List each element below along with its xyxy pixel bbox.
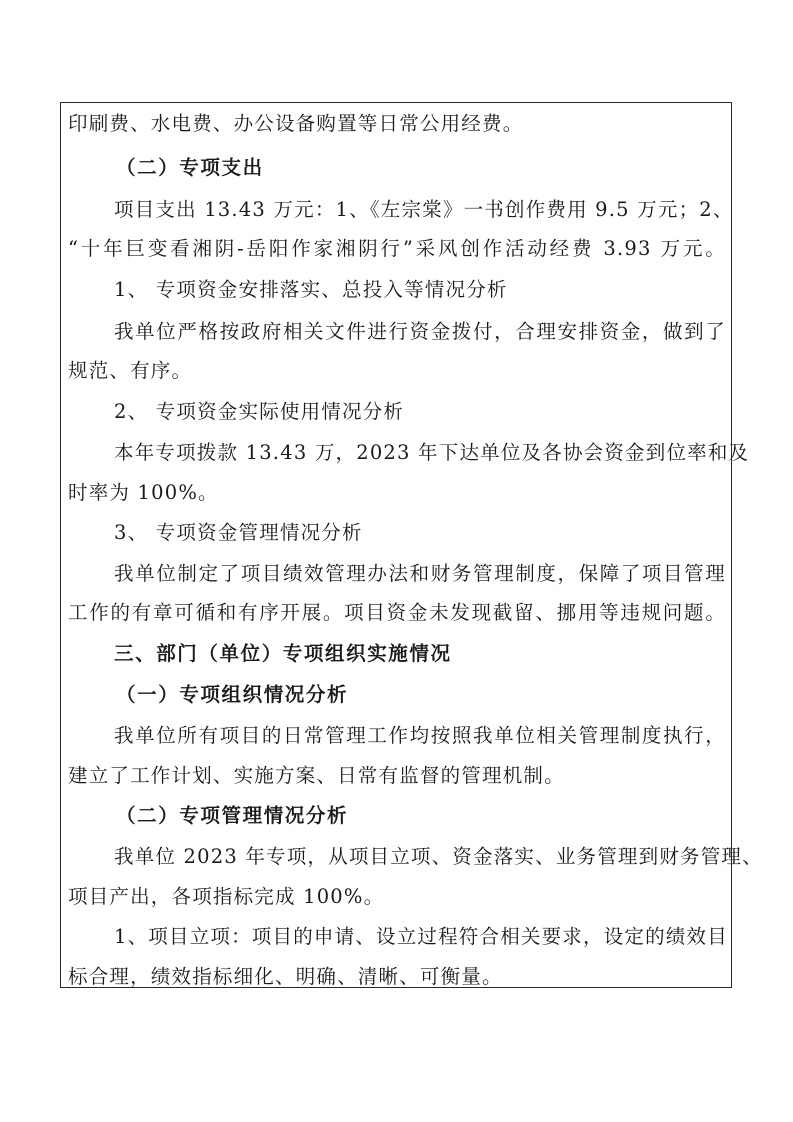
paragraph-line: 我单位严格按政府相关文件进行资金拨付，合理安排资金，做到了 bbox=[114, 320, 726, 343]
section-heading-org: （一）专项组织情况分析 bbox=[116, 683, 349, 706]
section-heading-mgmt: （二）专项管理情况分析 bbox=[116, 804, 349, 827]
paragraph-line: 工作的有章可循和有序开展。项目资金未发现截留、挪用等违规问题。 bbox=[68, 601, 726, 624]
paragraph-line: 时率为 100%。 bbox=[68, 481, 219, 504]
subheading-item-2: 2、 专项资金实际使用情况分析 bbox=[114, 400, 405, 423]
subheading-item-1: 1、 专项资金安排落实、总投入等情况分析 bbox=[114, 278, 508, 301]
paragraph-line: 我单位制定了项目绩效管理办法和财务管理制度，保障了项目管理 bbox=[114, 562, 726, 585]
section-heading-special-expense: （二）专项支出 bbox=[116, 156, 264, 179]
paragraph-line: 规范、有序。 bbox=[68, 359, 193, 382]
section-heading-3: 三、部门（单位）专项组织实施情况 bbox=[114, 642, 452, 665]
paragraph-line: 我单位 2023 年专项，从项目立项、资金落实、业务管理到财务管理、 bbox=[114, 845, 763, 868]
paragraph-line: 印刷费、水电费、办公设备购置等日常公用经费。 bbox=[68, 112, 524, 135]
paragraph-line: 项目产出，各项指标完成 100%。 bbox=[68, 885, 385, 908]
paragraph-line: 建立了工作计划、实施方案、日常有监督的管理机制。 bbox=[68, 764, 565, 787]
paragraph-line: “十年巨变看湘阴-岳阳作家湘阴行”采风创作活动经费 3.93 万元。 bbox=[68, 237, 726, 260]
paragraph-line: 标合理，绩效指标细化、明确、清晰、可衡量。 bbox=[68, 965, 503, 988]
paragraph-line: 本年专项拨款 13.43 万，2023 年下达单位及各协会资金到位率和及 bbox=[114, 441, 750, 464]
subheading-item-3: 3、 专项资金管理情况分析 bbox=[114, 521, 363, 544]
paragraph-line: 1、项目立项：项目的申请、设立过程符合相关要求，设定的绩效目 bbox=[114, 925, 728, 948]
paragraph-line: 项目支出 13.43 万元：1、《左宗棠》一书创作费用 9.5 万元；2、 bbox=[114, 198, 734, 221]
paragraph-line: 我单位所有项目的日常管理工作均按照我单位相关管理制度执行， bbox=[114, 724, 726, 747]
